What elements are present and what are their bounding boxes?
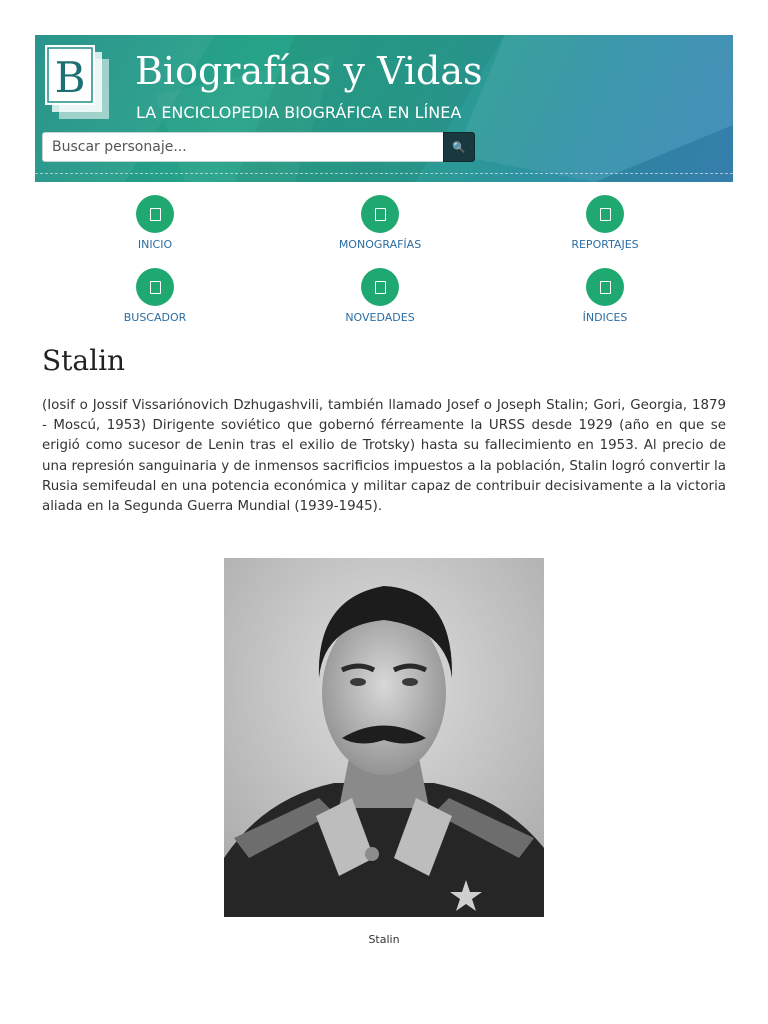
nav-label: INICIO — [137, 238, 173, 251]
page-title: Stalin — [42, 344, 126, 377]
nav-label: ÍNDICES — [582, 311, 628, 324]
search-icon — [136, 268, 174, 306]
portrait-image — [224, 558, 544, 917]
book-icon — [361, 195, 399, 233]
article-intro: (Iosif o Jossif Vissariónovich Dzhugashvili, también llamado Josef o Joseph Stalin; Gori, Georgia, 1879 - Moscú, 1953) Dirigente soviético que gobernó férreamente la URSS desde 1929 (año en que se erigió como sucesor de Lenin tras el exilio de Trotsky) hasta su fallecimiento en 1953. Al precio de una represión sanguinaria y de inmensos sacrificios impuestos a la población, Stalin logró convertir la Rusia semifeudal en una potencia económica y militar capaz de contribuir decisivamente a la victoria aliada en la Segunda Guerra Mundial (1939-1945). — [42, 398, 726, 515]
home-icon — [136, 195, 174, 233]
nav-item-novedades[interactable] — [305, 268, 455, 324]
main-navigation — [35, 195, 733, 330]
nav-item-inicio[interactable] — [80, 195, 230, 251]
logo-letter: B — [54, 53, 86, 102]
site-logo-icon[interactable] — [45, 45, 111, 121]
site-subtitle: LA ENCICLOPEDIA BIOGRÁFICA EN LÍNEA — [136, 103, 462, 122]
nav-item-monografias[interactable] — [305, 195, 455, 251]
site-header — [35, 35, 733, 182]
nav-item-indices[interactable] — [530, 268, 680, 324]
nav-item-buscador[interactable] — [80, 268, 230, 324]
nav-label: REPORTAJES — [571, 238, 639, 251]
search-button[interactable] — [443, 132, 475, 162]
nav-label: BUSCADOR — [123, 311, 187, 324]
nav-label: MONOGRAFÍAS — [338, 238, 422, 251]
search-input[interactable] — [42, 132, 444, 162]
star-icon — [361, 268, 399, 306]
list-icon — [586, 268, 624, 306]
article-figure — [224, 558, 544, 946]
newspaper-icon — [586, 195, 624, 233]
header-divider — [35, 173, 733, 174]
search-icon: 🔍 — [452, 140, 466, 154]
site-title[interactable]: Biografías y Vidas — [135, 49, 483, 93]
nav-label: NOVEDADES — [345, 311, 415, 324]
nav-item-reportajes[interactable] — [530, 195, 680, 251]
image-caption: Stalin — [368, 933, 400, 946]
